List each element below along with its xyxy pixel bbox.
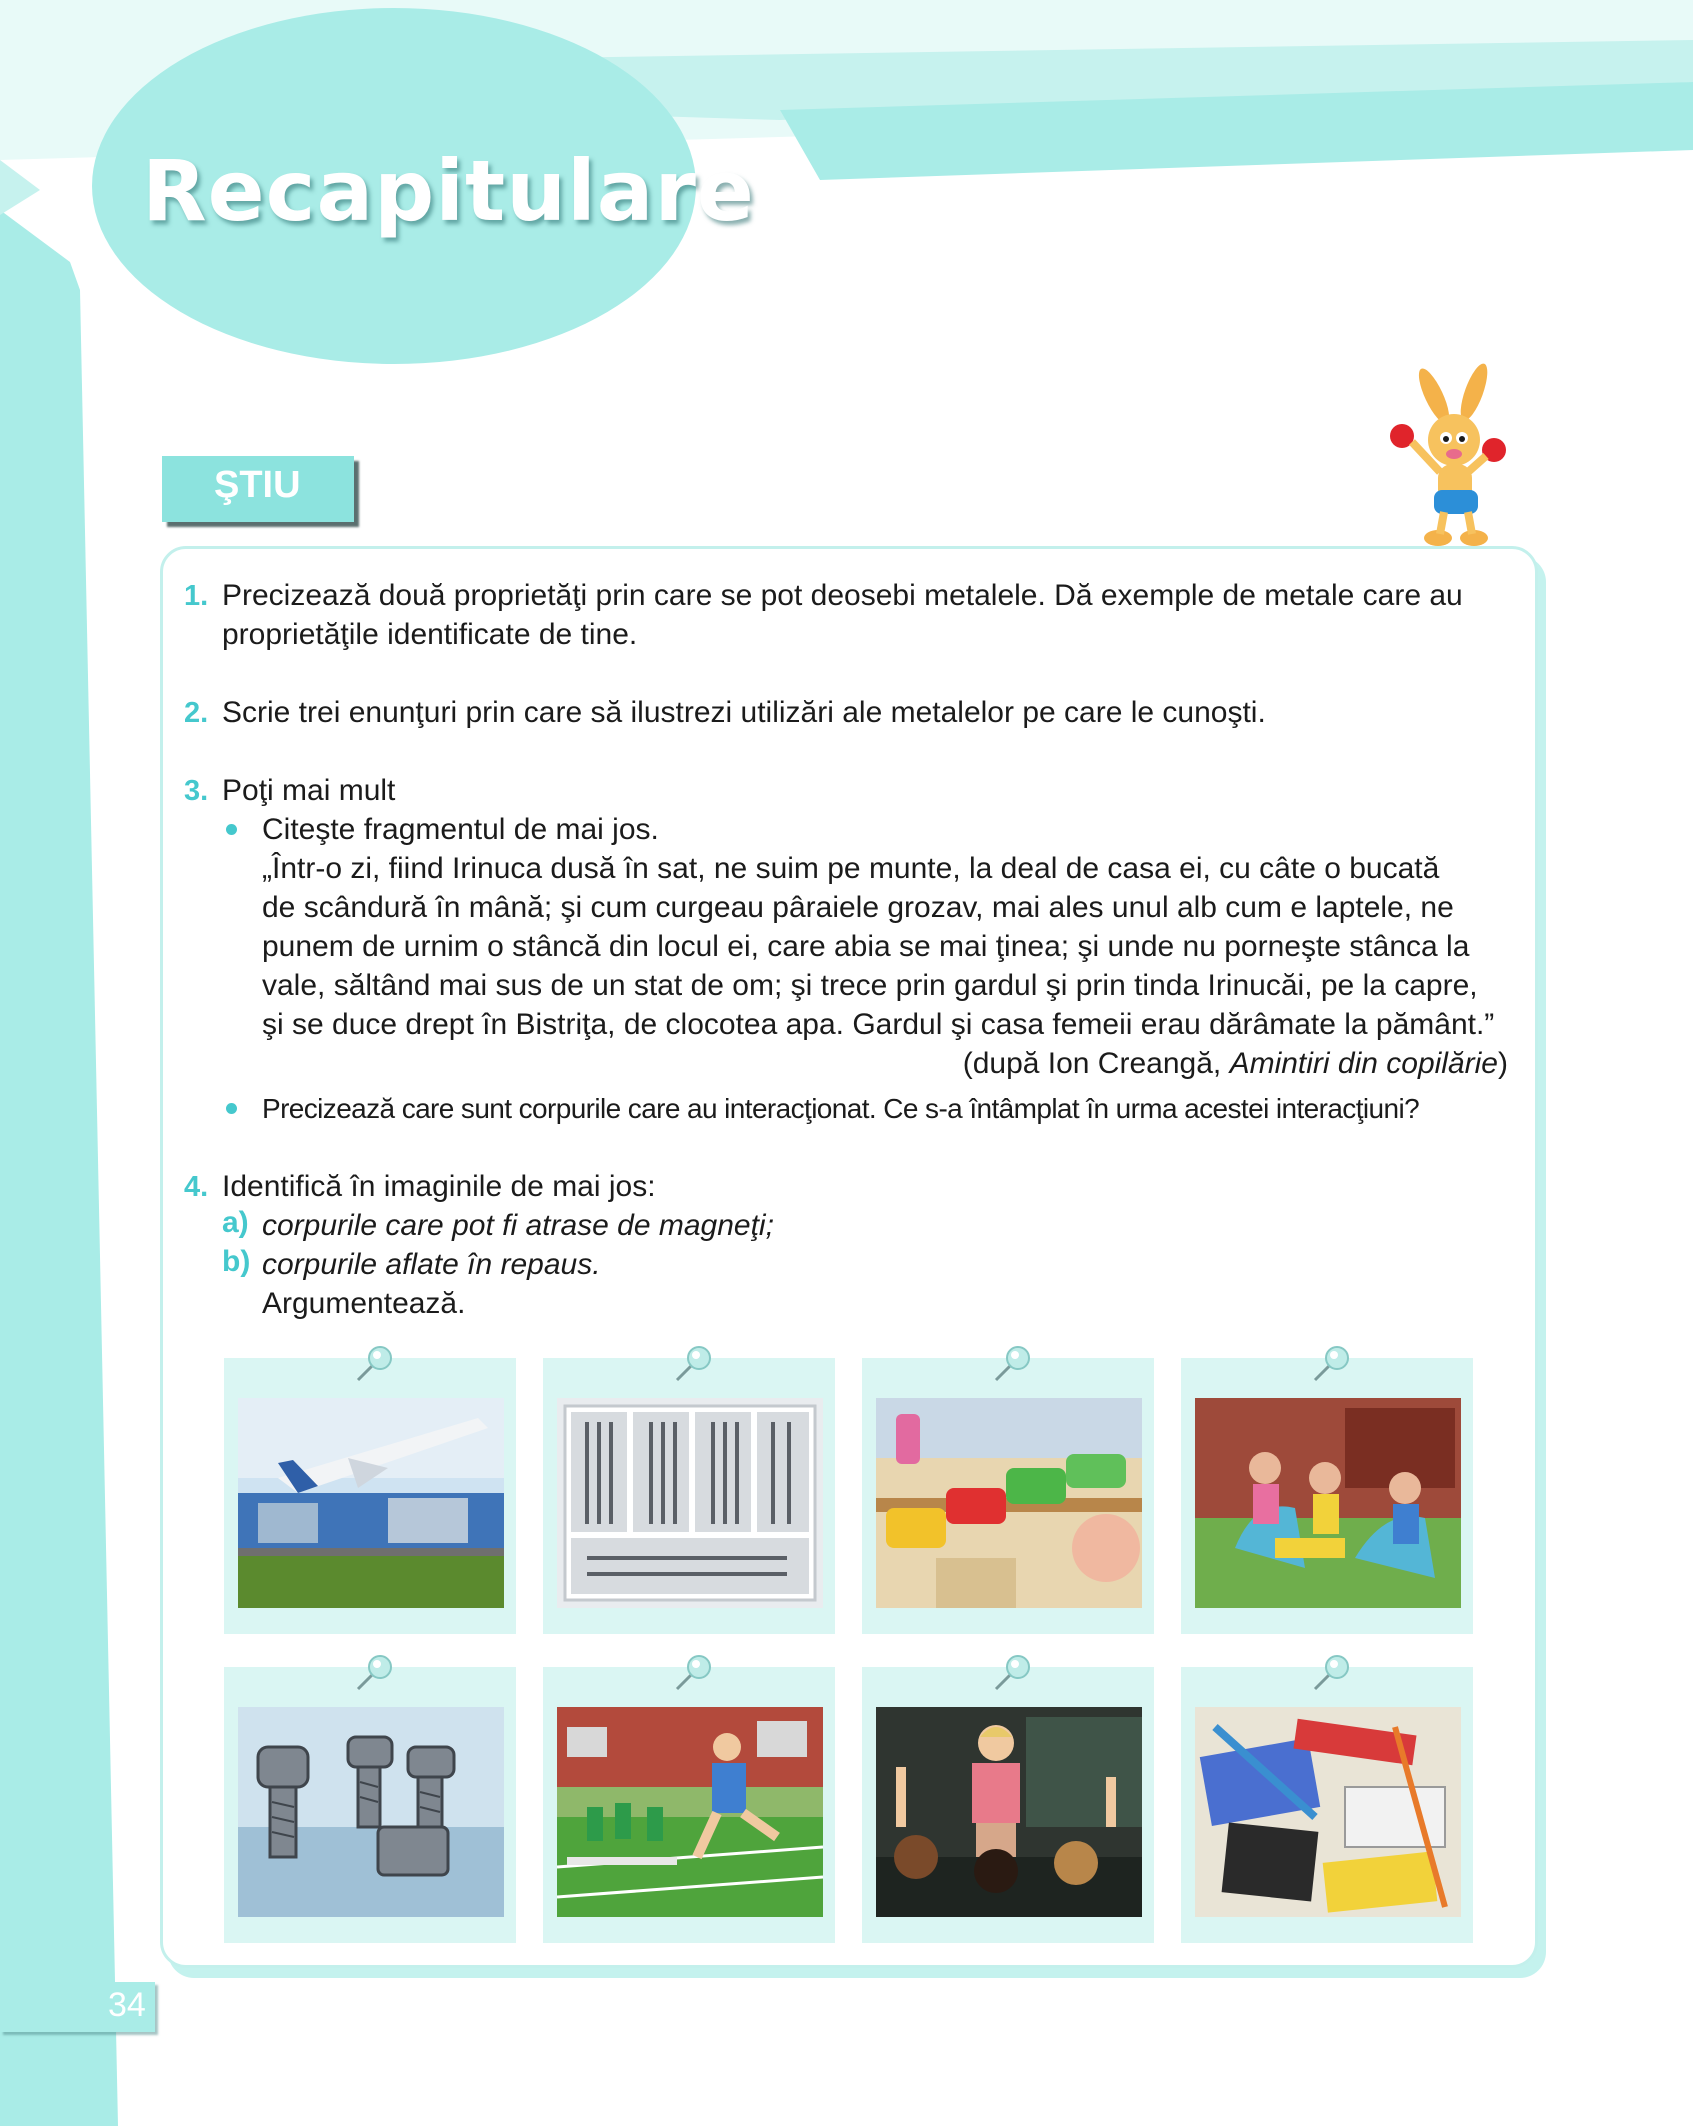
- quote-source-prefix: (după Ion Creangă,: [962, 1047, 1230, 1080]
- toy-cars-photo: [876, 1398, 1142, 1608]
- photo-card: [543, 1667, 835, 1943]
- question-4-a-letter: a): [222, 1206, 249, 1239]
- photo-card: [543, 1358, 835, 1634]
- page-title: Recapitulare: [142, 142, 755, 240]
- photo-card: [862, 1358, 1154, 1634]
- question-3-bullet-2: Precizează care sunt corpurile care au interacţionat. Ce s-a întâmplat în urma acestei interacţiuni?: [262, 1093, 1420, 1124]
- pushpin-icon: [352, 1653, 398, 1693]
- bullet-icon: [226, 824, 237, 835]
- quote-line-5: şi se duce drept în Bistriţa, de clocotea apa. Gardul şi casa femeii erau dărâmate la pământ.”: [262, 1008, 1495, 1041]
- question-4-b-text: corpurile aflate în repaus.: [262, 1248, 601, 1281]
- quote-line-3: punem de urnim o stâncă din locul ei, care abia se mai ţinea; şi unde nu porneşte stânca la: [262, 930, 1470, 963]
- quote-source-suffix: ): [1498, 1047, 1508, 1080]
- hurdle-race-photo: [557, 1707, 823, 1917]
- pushpin-icon: [990, 1653, 1036, 1693]
- question-4-b-letter: b): [222, 1245, 251, 1278]
- quote-source-title: Amintiri din copilărie: [1229, 1047, 1498, 1080]
- photo-card: [1181, 1358, 1473, 1634]
- quote-line-2: de scândură în mână; şi cum curgeau pâraiele grozav, mai ales unul alb cum e laptele, ne: [262, 891, 1454, 924]
- pushpin-icon: [1309, 1653, 1355, 1693]
- quote-source: [963, 1044, 1508, 1083]
- cutlery-photo: [557, 1398, 823, 1608]
- pushpin-icon: [1309, 1344, 1355, 1384]
- question-4-title: Identifică în imaginile de mai jos:: [222, 1170, 656, 1203]
- pushpin-icon: [352, 1344, 398, 1384]
- page-number: 34: [108, 1986, 146, 2024]
- question-4-footer: Argumentează.: [262, 1287, 466, 1320]
- screws-photo: [238, 1707, 504, 1917]
- section-label: ŞTIU: [214, 464, 301, 506]
- quote-line-1: „Într-o zi, fiind Irinuca dusă în sat, ne suim pe munte, la deal de casa ei, cu câte o bucată: [262, 852, 1440, 885]
- question-1-number: 1.: [184, 580, 209, 612]
- rabbit-mascot-icon: [1382, 362, 1514, 554]
- question-2-text: Scrie trei enunţuri prin care să ilustrezi utilizări ale metalelor pe care le cunoşti.: [222, 696, 1266, 729]
- question-3-number: 3.: [184, 775, 209, 807]
- playground-photo: [1195, 1398, 1461, 1608]
- question-2-number: 2.: [184, 697, 209, 729]
- quote-line-4: vale, săltând mai sus de un stat de om; şi trece prin gardul şi prin tinda Irinucăi, pe la capre,: [262, 969, 1478, 1002]
- photo-card: [224, 1358, 516, 1634]
- pushpin-icon: [671, 1653, 717, 1693]
- school-supplies-photo: [1195, 1707, 1461, 1917]
- airplane-photo: [238, 1398, 504, 1608]
- bullet-icon: [226, 1103, 237, 1114]
- photo-card: [862, 1667, 1154, 1943]
- question-3-title: Poţi mai mult: [222, 774, 396, 807]
- question-1-line-1: Precizează două proprietăţi prin care se pot deosebi metalele. Dă exemple de metale care au: [222, 579, 1463, 612]
- photo-card: [224, 1667, 516, 1943]
- classroom-photo: [876, 1707, 1142, 1917]
- pushpin-icon: [671, 1344, 717, 1384]
- question-1-line-2: proprietăţile identificate de tine.: [222, 618, 638, 651]
- question-3-bullet-1: Citeşte fragmentul de mai jos.: [262, 813, 659, 846]
- question-4-a-text: corpurile care pot fi atrase de magneţi;: [262, 1209, 774, 1242]
- photo-card: [1181, 1667, 1473, 1943]
- question-4-number: 4.: [184, 1171, 209, 1203]
- pushpin-icon: [990, 1344, 1036, 1384]
